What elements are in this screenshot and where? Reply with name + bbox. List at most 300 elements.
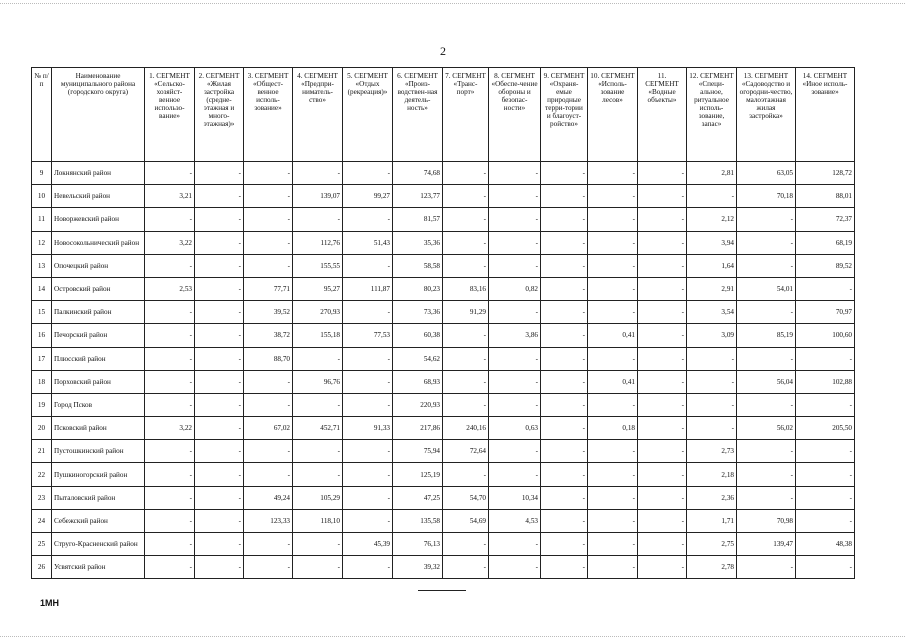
segment-14-value: 72,37 [796, 208, 855, 231]
segment-7-value: 83,16 [443, 277, 489, 300]
segment-14-value: 205,50 [796, 417, 855, 440]
segment-1-value: - [145, 254, 195, 277]
segment-12-value: 2,73 [687, 440, 737, 463]
segment-5-value: - [343, 509, 393, 532]
segment-9-value: - [541, 417, 588, 440]
segment-2-value: - [195, 370, 244, 393]
table-row [32, 370, 855, 393]
segment-2-value: - [195, 185, 244, 208]
segment-5-value: - [343, 162, 393, 185]
segment-3-value: - [244, 533, 293, 556]
row-number: 17 [32, 347, 52, 370]
segment-10-value: - [588, 556, 638, 579]
segment-12-value: 2,12 [687, 208, 737, 231]
segment-8-value: - [489, 463, 541, 486]
table-row [32, 486, 855, 509]
header-segment-7: 7. СЕГМЕНТ «Транс-порт» [443, 68, 489, 162]
row-number: 18 [32, 370, 52, 393]
row-number: 20 [32, 417, 52, 440]
segment-13-value: 56,04 [737, 370, 796, 393]
table-row [32, 509, 855, 532]
district-name: Опочецкий район [52, 254, 145, 277]
segment-5-value: - [343, 301, 393, 324]
table-header-row [32, 68, 855, 162]
row-number: 15 [32, 301, 52, 324]
segment-13-value: - [737, 254, 796, 277]
segment-7-value: - [443, 533, 489, 556]
segment-14-value: - [796, 393, 855, 416]
segment-7-value: - [443, 463, 489, 486]
segment-4-value: 155,55 [293, 254, 343, 277]
segment-1-value: - [145, 463, 195, 486]
segment-9-value: - [541, 533, 588, 556]
segment-13-value: 85,19 [737, 324, 796, 347]
segment-11-value: - [638, 533, 687, 556]
segment-13-value: - [737, 301, 796, 324]
segment-10-value: - [588, 254, 638, 277]
segment-5-value: 51,43 [343, 231, 393, 254]
segment-7-value: - [443, 162, 489, 185]
segment-8-value: - [489, 556, 541, 579]
segment-7-value: - [443, 556, 489, 579]
row-number: 22 [32, 463, 52, 486]
header-segment-9: 9. СЕГМЕНТ «Охраня-емые природные терри-тории и благоуст-ройство» [541, 68, 588, 162]
segment-5-value: - [343, 393, 393, 416]
segment-3-value: 77,71 [244, 277, 293, 300]
segment-8-value: - [489, 533, 541, 556]
segment-8-value: 4,53 [489, 509, 541, 532]
segment-10-value: - [588, 301, 638, 324]
segment-12-value: 2,75 [687, 533, 737, 556]
row-number: 12 [32, 231, 52, 254]
segment-4-value: - [293, 162, 343, 185]
segment-3-value: 38,72 [244, 324, 293, 347]
segment-6-value: 54,62 [393, 347, 443, 370]
row-number: 23 [32, 486, 52, 509]
page-number: 2 [440, 44, 446, 58]
segment-5-value: - [343, 556, 393, 579]
segment-14-value: 88,01 [796, 185, 855, 208]
segment-4-value: - [293, 533, 343, 556]
segment-12-value: - [687, 393, 737, 416]
segment-12-value: 2,18 [687, 463, 737, 486]
table-row [32, 393, 855, 416]
footer-code: 1МН [40, 598, 60, 608]
table-row [32, 324, 855, 347]
header-segment-4: 4. СЕГМЕНТ «Предпри-ниматель-ство» [293, 68, 343, 162]
header-segment-10: 10. СЕГМЕНТ «Исполь-зование лесов» [588, 68, 638, 162]
segment-8-value: 0,82 [489, 277, 541, 300]
segment-6-value: 135,58 [393, 509, 443, 532]
segment-13-value: - [737, 440, 796, 463]
segment-8-value: - [489, 231, 541, 254]
segment-6-value: 58,58 [393, 254, 443, 277]
segment-9-value: - [541, 486, 588, 509]
district-name: Порховский район [52, 370, 145, 393]
segment-4-value: 105,29 [293, 486, 343, 509]
segment-6-value: 75,94 [393, 440, 443, 463]
segment-11-value: - [638, 509, 687, 532]
segment-12-value: 2,91 [687, 277, 737, 300]
segment-11-value: - [638, 324, 687, 347]
segment-11-value: - [638, 185, 687, 208]
segment-3-value: - [244, 440, 293, 463]
segment-9-value: - [541, 324, 588, 347]
segment-7-value: - [443, 370, 489, 393]
segment-11-value: - [638, 556, 687, 579]
segment-6-value: 74,68 [393, 162, 443, 185]
segment-11-value: - [638, 347, 687, 370]
header-segment-8: 8. СЕГМЕНТ «Обеспе-чение обороны и безопас-ности» [489, 68, 541, 162]
segment-12-value: 2,78 [687, 556, 737, 579]
segment-12-value: 1,64 [687, 254, 737, 277]
segment-14-value: 102,88 [796, 370, 855, 393]
table-row [32, 440, 855, 463]
segment-1-value: - [145, 533, 195, 556]
segment-10-value: 0,41 [588, 370, 638, 393]
segment-1-value: - [145, 370, 195, 393]
segment-7-value: - [443, 347, 489, 370]
segment-5-value: 45,39 [343, 533, 393, 556]
segment-2-value: - [195, 417, 244, 440]
segment-6-value: 220,93 [393, 393, 443, 416]
district-name: Пушкиногорский район [52, 463, 145, 486]
segment-6-value: 35,36 [393, 231, 443, 254]
segment-14-value: - [796, 277, 855, 300]
table-row [32, 162, 855, 185]
segment-8-value: 3,86 [489, 324, 541, 347]
segment-9-value: - [541, 277, 588, 300]
segment-8-value: 10,34 [489, 486, 541, 509]
segment-9-value: - [541, 370, 588, 393]
segment-14-value: 128,72 [796, 162, 855, 185]
segment-13-value: 63,05 [737, 162, 796, 185]
segment-10-value: - [588, 347, 638, 370]
segment-13-value: - [737, 393, 796, 416]
segment-9-value: - [541, 162, 588, 185]
segment-12-value: 2,36 [687, 486, 737, 509]
segment-11-value: - [638, 463, 687, 486]
segment-2-value: - [195, 486, 244, 509]
segment-13-value: 70,98 [737, 509, 796, 532]
segment-7-value: - [443, 185, 489, 208]
segment-6-value: 123,77 [393, 185, 443, 208]
segment-8-value: - [489, 370, 541, 393]
row-number: 19 [32, 393, 52, 416]
segment-11-value: - [638, 231, 687, 254]
segment-14-value: - [796, 440, 855, 463]
segment-13-value: - [737, 347, 796, 370]
district-name: Невельский район [52, 185, 145, 208]
segment-3-value: - [244, 162, 293, 185]
segment-7-value: - [443, 231, 489, 254]
segment-1-value: - [145, 486, 195, 509]
header-segment-3: 3. СЕГМЕНТ «Общест-венное исполь-зование» [244, 68, 293, 162]
segment-11-value: - [638, 277, 687, 300]
district-name: Новосокольнический район [52, 231, 145, 254]
segment-12-value: 3,09 [687, 324, 737, 347]
segment-10-value: - [588, 486, 638, 509]
table-row [32, 301, 855, 324]
segment-1-value: - [145, 347, 195, 370]
segment-10-value: - [588, 393, 638, 416]
segment-6-value: 80,23 [393, 277, 443, 300]
segment-12-value: - [687, 417, 737, 440]
segment-10-value: - [588, 185, 638, 208]
segment-7-value: - [443, 208, 489, 231]
row-number: 21 [32, 440, 52, 463]
row-number: 9 [32, 162, 52, 185]
segment-9-value: - [541, 463, 588, 486]
segment-4-value: - [293, 208, 343, 231]
segment-4-value: 139,07 [293, 185, 343, 208]
district-name: Локнянский район [52, 162, 145, 185]
district-name: Палкинский район [52, 301, 145, 324]
segment-1-value: - [145, 208, 195, 231]
segment-8-value: - [489, 254, 541, 277]
segment-10-value: - [588, 277, 638, 300]
row-number: 10 [32, 185, 52, 208]
segment-12-value: 3,94 [687, 231, 737, 254]
segment-14-value: - [796, 463, 855, 486]
row-number: 25 [32, 533, 52, 556]
segment-3-value: - [244, 556, 293, 579]
table-row [32, 347, 855, 370]
segment-4-value: - [293, 347, 343, 370]
district-name: Город Псков [52, 393, 145, 416]
segment-3-value: - [244, 463, 293, 486]
segment-2-value: - [195, 324, 244, 347]
segment-4-value: 96,76 [293, 370, 343, 393]
segment-2-value: - [195, 254, 244, 277]
segment-10-value: - [588, 509, 638, 532]
segment-1-value: - [145, 393, 195, 416]
segment-4-value: 452,71 [293, 417, 343, 440]
district-name: Усвятский район [52, 556, 145, 579]
segment-9-value: - [541, 208, 588, 231]
header-segment-12: 12. СЕГМЕНТ «Специ-альное, ритуальное исполь-зование, запас» [687, 68, 737, 162]
segment-14-value: - [796, 486, 855, 509]
segment-4-value: 155,18 [293, 324, 343, 347]
district-name: Псковский район [52, 417, 145, 440]
segment-9-value: - [541, 556, 588, 579]
district-name: Островский район [52, 277, 145, 300]
header-segment-13: 13. СЕГМЕНТ «Садоводство и огородни-чество, малоэтажная жилая застройка» [737, 68, 796, 162]
segment-5-value: 99,27 [343, 185, 393, 208]
table-row [32, 417, 855, 440]
segment-10-value: - [588, 440, 638, 463]
segment-1-value: - [145, 162, 195, 185]
segment-4-value: - [293, 463, 343, 486]
segment-3-value: 39,52 [244, 301, 293, 324]
segment-8-value: - [489, 208, 541, 231]
segment-2-value: - [195, 231, 244, 254]
segment-10-value: - [588, 533, 638, 556]
segment-14-value: 70,97 [796, 301, 855, 324]
segment-14-value: - [796, 347, 855, 370]
segment-12-value: 1,71 [687, 509, 737, 532]
segment-12-value: 3,54 [687, 301, 737, 324]
segment-6-value: 81,57 [393, 208, 443, 231]
segment-11-value: - [638, 417, 687, 440]
segment-table [31, 67, 855, 579]
segment-2-value: - [195, 277, 244, 300]
segment-13-value: - [737, 208, 796, 231]
segment-4-value: 270,93 [293, 301, 343, 324]
segment-10-value: - [588, 463, 638, 486]
table-body [32, 162, 855, 579]
segment-9-value: - [541, 440, 588, 463]
segment-5-value: - [343, 254, 393, 277]
segment-4-value: 95,27 [293, 277, 343, 300]
segment-14-value: 100,60 [796, 324, 855, 347]
segment-10-value: - [588, 208, 638, 231]
segment-1-value: 3,22 [145, 417, 195, 440]
segment-8-value: 0,63 [489, 417, 541, 440]
table-row [32, 231, 855, 254]
header-segment-11: 11. СЕГМЕНТ «Водные объекты» [638, 68, 687, 162]
segment-9-value: - [541, 185, 588, 208]
table-row [32, 463, 855, 486]
footer-divider [418, 590, 466, 591]
segment-9-value: - [541, 509, 588, 532]
segment-7-value: 72,64 [443, 440, 489, 463]
segment-13-value: 139,47 [737, 533, 796, 556]
segment-1-value: - [145, 509, 195, 532]
segment-10-value: 0,18 [588, 417, 638, 440]
segment-11-value: - [638, 370, 687, 393]
segment-3-value: - [244, 231, 293, 254]
segment-6-value: 125,19 [393, 463, 443, 486]
header-segment-1: 1. СЕГМЕНТ «Сельско-хозяйст-венное использо-вание» [145, 68, 195, 162]
segment-10-value: - [588, 162, 638, 185]
district-name: Плюсский район [52, 347, 145, 370]
segment-5-value: 91,33 [343, 417, 393, 440]
segment-9-value: - [541, 301, 588, 324]
segment-3-value: 88,70 [244, 347, 293, 370]
segment-8-value: - [489, 185, 541, 208]
segment-7-value: 240,16 [443, 417, 489, 440]
segment-2-value: - [195, 509, 244, 532]
segment-11-value: - [638, 208, 687, 231]
segment-7-value: - [443, 324, 489, 347]
segment-2-value: - [195, 208, 244, 231]
segment-6-value: 217,86 [393, 417, 443, 440]
segment-13-value: - [737, 486, 796, 509]
segment-2-value: - [195, 440, 244, 463]
segment-3-value: - [244, 254, 293, 277]
top-scan-edge [0, 0, 905, 4]
segment-2-value: - [195, 162, 244, 185]
segment-11-value: - [638, 301, 687, 324]
segment-1-value: 3,21 [145, 185, 195, 208]
segment-6-value: 39,32 [393, 556, 443, 579]
segment-6-value: 47,25 [393, 486, 443, 509]
row-number: 13 [32, 254, 52, 277]
segment-13-value: 70,18 [737, 185, 796, 208]
segment-7-value: 54,70 [443, 486, 489, 509]
table-row [32, 185, 855, 208]
segment-12-value: - [687, 185, 737, 208]
segment-1-value: - [145, 301, 195, 324]
segment-4-value: 118,10 [293, 509, 343, 532]
segment-6-value: 60,38 [393, 324, 443, 347]
segment-8-value: - [489, 301, 541, 324]
table-row [32, 254, 855, 277]
row-number: 14 [32, 277, 52, 300]
segment-3-value: - [244, 185, 293, 208]
segment-2-value: - [195, 533, 244, 556]
segment-5-value: - [343, 208, 393, 231]
segment-4-value: - [293, 440, 343, 463]
segment-8-value: - [489, 162, 541, 185]
segment-11-value: - [638, 254, 687, 277]
segment-14-value: 68,19 [796, 231, 855, 254]
segment-2-value: - [195, 347, 244, 370]
segment-3-value: 49,24 [244, 486, 293, 509]
district-name: Себежский район [52, 509, 145, 532]
row-number: 24 [32, 509, 52, 532]
segment-13-value: - [737, 463, 796, 486]
segment-12-value: - [687, 347, 737, 370]
segment-8-value: - [489, 347, 541, 370]
segment-14-value: 48,38 [796, 533, 855, 556]
segment-4-value: 112,76 [293, 231, 343, 254]
segment-5-value: - [343, 370, 393, 393]
segment-8-value: - [489, 440, 541, 463]
segment-7-value: 54,69 [443, 509, 489, 532]
segment-14-value: 89,52 [796, 254, 855, 277]
district-name: Новоржевский район [52, 208, 145, 231]
segment-2-value: - [195, 463, 244, 486]
district-name: Печорский район [52, 324, 145, 347]
segment-9-value: - [541, 347, 588, 370]
segment-2-value: - [195, 556, 244, 579]
header-segment-14: 14. СЕГМЕНТ «Иное исполь-зование» [796, 68, 855, 162]
segment-8-value: - [489, 393, 541, 416]
header-segment-6: 6. СЕГМЕНТ «Произ-водствен-ная деятель-ность» [393, 68, 443, 162]
segment-7-value: - [443, 254, 489, 277]
segment-4-value: - [293, 393, 343, 416]
segment-3-value: - [244, 370, 293, 393]
segment-13-value: - [737, 556, 796, 579]
header-num: № п/п [32, 68, 52, 162]
table-row [32, 556, 855, 579]
segment-11-value: - [638, 393, 687, 416]
segment-3-value: - [244, 208, 293, 231]
segment-10-value: 0,41 [588, 324, 638, 347]
segment-6-value: 68,93 [393, 370, 443, 393]
row-number: 16 [32, 324, 52, 347]
segment-5-value: - [343, 347, 393, 370]
row-number: 26 [32, 556, 52, 579]
segment-14-value: - [796, 556, 855, 579]
segment-6-value: 73,36 [393, 301, 443, 324]
segment-5-value: 111,87 [343, 277, 393, 300]
segment-1-value: 3,22 [145, 231, 195, 254]
segment-5-value: - [343, 440, 393, 463]
bottom-scan-edge [0, 636, 905, 640]
segment-5-value: 77,53 [343, 324, 393, 347]
segment-1-value: - [145, 440, 195, 463]
segment-10-value: - [588, 231, 638, 254]
segment-11-value: - [638, 440, 687, 463]
segment-13-value: - [737, 231, 796, 254]
district-name: Струго-Красненский район [52, 533, 145, 556]
segment-1-value: - [145, 556, 195, 579]
segment-2-value: - [195, 393, 244, 416]
segment-3-value: 67,02 [244, 417, 293, 440]
